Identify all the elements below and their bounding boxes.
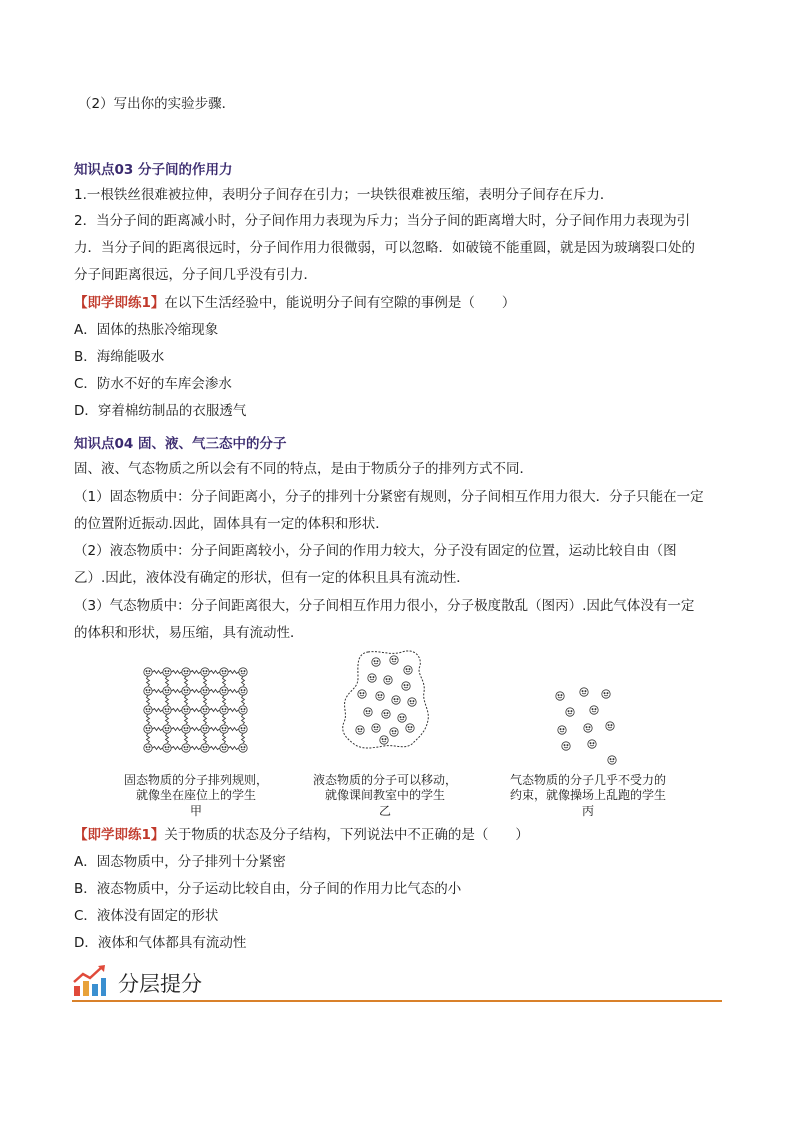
bond-spring: [242, 696, 245, 706]
q2-step: （2）写出你的实验步骤．: [78, 96, 236, 112]
gas-molecule: [566, 708, 574, 716]
exercise1-option-a: A．固体的热胀冷缩现象: [74, 322, 219, 338]
solid-molecule: [201, 668, 209, 676]
kp04-title: 知识点04 固、液、气三态中的分子: [74, 436, 287, 452]
bond-spring: [172, 747, 182, 750]
bond-spring: [210, 690, 220, 693]
bond-spring: [223, 677, 226, 687]
liquid-molecule: [406, 724, 414, 732]
gas-caption-line2: 约束，就像操场上乱跑的学生: [509, 788, 666, 802]
solid-molecule: [220, 668, 228, 676]
solid-molecules-figure: [138, 660, 254, 760]
liquid-molecule: [372, 724, 380, 732]
bond-spring: [204, 715, 207, 725]
kp03-p2-line2: 力．当分子间的距离很远时，分子间作用力很微弱，可以忽略．如破镜不能重圆，就是因为玻璃裂口处的: [74, 240, 695, 256]
gas-molecule: [602, 690, 610, 698]
liquid-molecule: [368, 674, 376, 682]
bond-spring: [185, 677, 188, 687]
bond-spring: [191, 690, 201, 693]
liquid-molecule: [390, 728, 398, 736]
solid-caption-line1: 固态物质的分子排列规则，: [123, 773, 268, 787]
bond-spring: [185, 696, 188, 706]
kp04-gas-line2: 的体积和形状，易压缩，具有流动性．: [74, 625, 304, 641]
gas-molecule: [556, 692, 564, 700]
bond-spring: [147, 715, 150, 725]
bond-spring: [153, 671, 163, 674]
bond-spring: [153, 690, 163, 693]
bond-spring: [185, 734, 188, 744]
solid-molecule: [201, 744, 209, 752]
gas-caption-line1: 气态物质的分子几乎不受力的: [509, 773, 666, 787]
gas-molecule: [590, 706, 598, 714]
solid-molecule: [163, 668, 171, 676]
bond-spring: [223, 696, 226, 706]
liquid-molecule: [404, 666, 412, 674]
solid-molecule: [239, 706, 247, 714]
exercise2-question: 关于物质的状态及分子结构，下列说法中不正确的是（ ）: [164, 827, 529, 843]
exercise1-option-c: C．防水不好的车库会渗水: [74, 376, 232, 392]
bond-spring: [172, 690, 182, 693]
bond-spring: [166, 677, 169, 687]
bond-spring: [147, 696, 150, 706]
liquid-molecule: [380, 736, 388, 744]
gas-molecule: [580, 688, 588, 696]
liquid-molecule: [358, 690, 366, 698]
gas-molecule: [584, 724, 592, 732]
solid-molecule: [144, 744, 152, 752]
gas-molecule: [562, 742, 570, 750]
exercise1-option-d: D．穿着棉纺制品的衣服透气: [74, 403, 247, 419]
solid-molecule: [182, 725, 190, 733]
bond-spring: [191, 747, 201, 750]
exercise1-tag: 【即学即练1】: [74, 295, 165, 311]
solid-molecule: [239, 687, 247, 695]
bond-spring: [210, 747, 220, 750]
bond-spring: [223, 715, 226, 725]
kp04-gas-line1: （3）气态物质中：分子间距离很大，分子间相互作用力很小，分子极度散乱（图丙）.因此气体没有一定: [74, 598, 695, 614]
solid-molecule: [239, 725, 247, 733]
bond-spring: [210, 709, 220, 712]
solid-molecule: [182, 687, 190, 695]
solid-molecule: [201, 706, 209, 714]
liquid-molecule: [392, 696, 400, 704]
solid-molecule: [220, 687, 228, 695]
exercise2-option-d: D．液体和气体都具有流动性: [74, 935, 247, 951]
bond-spring: [166, 715, 169, 725]
bond-spring: [229, 671, 239, 674]
exercise1-question: 在以下生活经验中，能说明分子间有空隙的事例是（ ）: [164, 295, 516, 311]
solid-molecule: [201, 687, 209, 695]
section-title: 分层提分: [118, 972, 202, 996]
liquid-molecules-figure: [338, 648, 432, 750]
bond-spring: [210, 671, 220, 674]
bond-spring: [185, 715, 188, 725]
solid-molecule: [220, 744, 228, 752]
bond-spring: [153, 728, 163, 731]
solid-molecule: [144, 706, 152, 714]
gas-molecules-figure: [548, 682, 628, 770]
exercise2-option-c: C．液体没有固定的形状: [74, 908, 219, 924]
bond-spring: [147, 677, 150, 687]
solid-molecule: [163, 687, 171, 695]
bond-spring: [191, 671, 201, 674]
kp03-p2-line3: 分子间距离很远，分子间几乎没有引力．: [74, 267, 317, 283]
solid-molecule: [182, 668, 190, 676]
gas-molecule: [588, 740, 596, 748]
kp03-p2-line1: 2．当分子间的距离减小时，分子间作用力表现为斥力；当分子间的距离增大时，分子间作用力表现为引: [74, 213, 691, 229]
bond-spring: [172, 728, 182, 731]
bond-spring: [204, 734, 207, 744]
bond-spring: [191, 709, 201, 712]
bond-spring: [166, 696, 169, 706]
solid-label: 甲: [189, 804, 202, 818]
bond-spring: [210, 728, 220, 731]
solid-caption-line2: 就像坐在座位上的学生: [135, 788, 256, 802]
gas-molecule: [608, 756, 616, 764]
bond-spring: [191, 728, 201, 731]
liquid-molecule: [408, 698, 416, 706]
exercise2-tag: 【即学即练1】: [74, 827, 165, 843]
bond-spring: [166, 734, 169, 744]
kp04-solid-line2: 的位置附近振动.因此，固体具有一定的体积和形状．: [74, 516, 389, 532]
liquid-molecule: [384, 676, 392, 684]
kp04-liquid-line1: （2）液态物质中：分子间距离较小，分子间的作用力较大，分子没有固定的位置，运动比较自由（图: [74, 543, 677, 559]
bond-spring: [204, 677, 207, 687]
bond-spring: [223, 734, 226, 744]
exercise2-stem: [74, 825, 529, 845]
solid-molecule: [163, 744, 171, 752]
bond-spring: [229, 728, 239, 731]
liquid-molecule: [398, 714, 406, 722]
bond-spring: [172, 671, 182, 674]
bond-spring: [153, 709, 163, 712]
solid-molecule: [144, 687, 152, 695]
liquid-molecule: [376, 692, 384, 700]
bond-spring: [242, 715, 245, 725]
solid-molecule: [239, 668, 247, 676]
bond-spring: [204, 696, 207, 706]
liquid-molecule: [364, 708, 372, 716]
solid-molecule: [220, 725, 228, 733]
liquid-molecule: [382, 710, 390, 718]
gas-molecule: [606, 722, 614, 730]
liquid-caption-line2: 就像课间教室中的学生: [324, 788, 445, 802]
liquid-molecule: [356, 726, 364, 734]
exercise1-stem: [74, 293, 515, 313]
growth-chart-icon: [72, 964, 108, 998]
solid-molecule: [201, 725, 209, 733]
exercise1-option-b: B．海绵能吸水: [74, 349, 165, 365]
section-divider: [72, 1000, 722, 1002]
gas-molecule: [558, 726, 566, 734]
bond-spring: [229, 690, 239, 693]
exercise2-option-b: B．液态物质中，分子运动比较自由，分子间的作用力比气态的小: [74, 881, 462, 897]
solid-molecule: [220, 706, 228, 714]
kp04-solid-line1: （1）固态物质中：分子间距离小，分子的排列十分紧密有规则，分子间相互作用力很大．分子只能在一定: [74, 489, 704, 505]
solid-molecule: [144, 725, 152, 733]
kp04-liquid-line2: 乙）.因此，液体没有确定的形状，但有一定的体积且具有流动性．: [74, 570, 470, 586]
liquid-caption-line1: 液态物质的分子可以移动，: [312, 773, 457, 787]
solid-molecule: [182, 706, 190, 714]
kp03-p1: 1.一根铁丝很难被拉伸，表明分子间存在引力；一块铁很难被压缩，表明分子间存在斥力．: [74, 187, 614, 203]
bond-spring: [153, 747, 163, 750]
bond-spring: [229, 709, 239, 712]
bond-spring: [229, 747, 239, 750]
bond-spring: [242, 734, 245, 744]
liquid-label: 乙: [378, 804, 391, 818]
solid-molecule: [144, 668, 152, 676]
solid-molecule: [239, 744, 247, 752]
solid-molecule: [182, 744, 190, 752]
liquid-molecule: [372, 658, 380, 666]
bond-spring: [242, 677, 245, 687]
bond-spring: [147, 734, 150, 744]
gas-label: 丙: [581, 804, 594, 818]
kp03-title: 知识点03 分子间的作用力: [74, 162, 233, 178]
solid-molecule: [163, 706, 171, 714]
solid-molecule: [163, 725, 171, 733]
exercise2-option-a: A．固态物质中，分子排列十分紧密: [74, 854, 286, 870]
liquid-molecule: [402, 682, 410, 690]
liquid-molecule: [390, 656, 398, 664]
bond-spring: [172, 709, 182, 712]
kp04-intro: 固、液、气态物质之所以会有不同的特点，是由于物质分子的排列方式不同．: [74, 461, 533, 477]
